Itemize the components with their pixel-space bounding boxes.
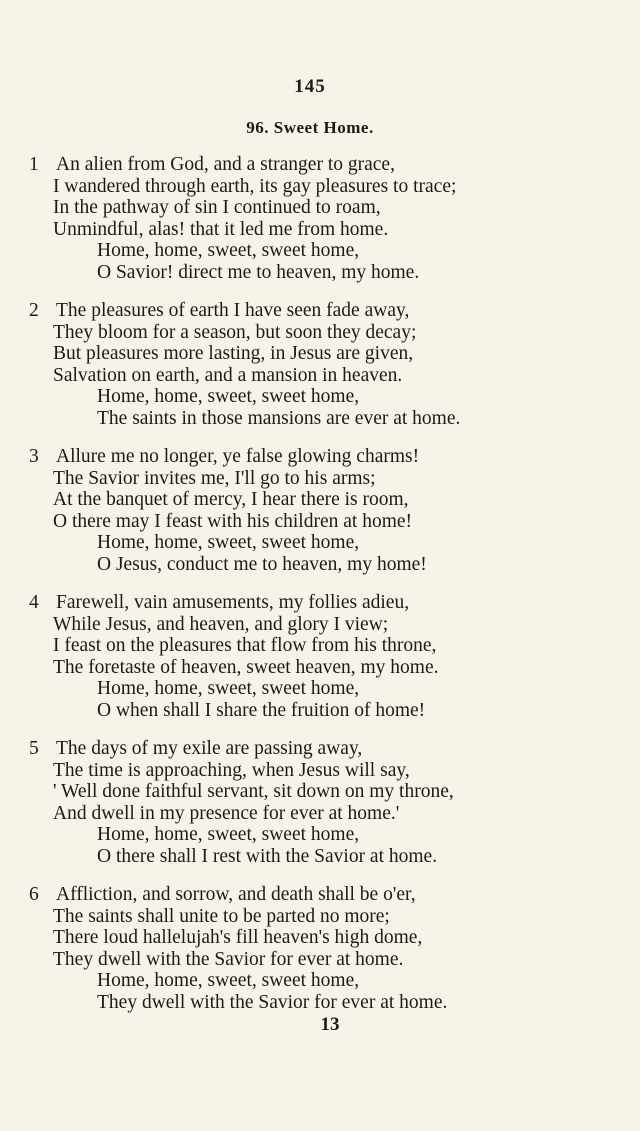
refrain-line: Home, home, sweet, sweet home, [97,824,360,846]
verse-line: Salvation on earth, and a mansion in heaven. [53,364,403,386]
verse-line: The foretaste of heaven, sweet heaven, my home. [53,656,439,678]
refrain-line: The saints in those mansions are ever at home. [97,407,461,429]
refrain-line: Home, home, sweet, sweet home, [97,970,360,992]
verse-line: And dwell in my presence for ever at home.' [53,802,400,824]
stanza-number: 2 [29,300,39,321]
stanza-4 [26,592,626,722]
verse-line: The days of my exile are passing away, [56,738,363,759]
stanza-2 [26,300,626,430]
verse-line: ' Well done faithful servant, sit down on my throne, [53,781,454,803]
refrain-line: O when shall I share the fruition of home! [97,699,426,721]
signature-mark: 13 [320,1014,340,1035]
stanza-5 [26,738,626,868]
verse-line: There loud hallelujah's fill heaven's high dome, [53,927,423,949]
verse-line: They dwell with the Savior for ever at home. [53,948,404,970]
verse-line: While Jesus, and heaven, and glory I view; [53,613,389,635]
refrain-line: Home, home, sweet, sweet home, [97,532,360,554]
hymn-title: 96. Sweet Home. [246,118,374,137]
refrain-line: O Savior! direct me to heaven, my home. [97,261,420,283]
stanza-number: 5 [29,738,39,759]
stanza-6 [26,884,626,1014]
refrain-line: O there shall I rest with the Savior at home. [97,845,438,867]
verse-line: The pleasures of earth I have seen fade away, [56,300,410,321]
verse-line: I wandered through earth, its gay pleasures to trace; [53,175,457,197]
refrain-line: Home, home, sweet, sweet home, [97,386,360,408]
refrain-line: Home, home, sweet, sweet home, [97,240,360,262]
verse-line: Affliction, and sorrow, and death shall be o'er, [56,884,416,905]
stanza-number: 6 [29,884,39,905]
stanza-number: 4 [29,592,39,613]
verse-line: The Savior invites me, I'll go to his arms; [53,467,376,489]
verse-line: But pleasures more lasting, in Jesus are given, [53,343,414,365]
stanza-1 [26,154,626,284]
refrain-line: They dwell with the Savior for ever at home. [97,991,448,1013]
refrain-line: O Jesus, conduct me to heaven, my home! [97,553,427,575]
stanza-number: 3 [29,446,39,467]
verse-line: The saints shall unite to be parted no more; [53,905,390,927]
page-number: 145 [294,76,326,97]
verse-line: They bloom for a season, but soon they decay; [53,321,417,343]
stanza-number: 1 [29,154,39,175]
verse-line: Unmindful, alas! that it led me from home. [53,218,389,240]
verse-line: Farewell, vain amusements, my follies adieu, [56,592,410,613]
stanza-3 [26,446,626,576]
verse-line: O there may I feast with his children at home! [53,510,413,532]
verse-line: In the pathway of sin I continued to roam, [53,197,381,219]
verse-line: An alien from God, and a stranger to grace, [56,154,395,175]
verse-line: The time is approaching, when Jesus will say, [53,759,410,781]
verse-line: At the banquet of mercy, I hear there is room, [53,489,409,511]
verse-line: Allure me no longer, ye false glowing charms! [56,446,420,467]
refrain-line: Home, home, sweet, sweet home, [97,678,360,700]
verse-line: I feast on the pleasures that flow from his throne, [53,635,437,657]
